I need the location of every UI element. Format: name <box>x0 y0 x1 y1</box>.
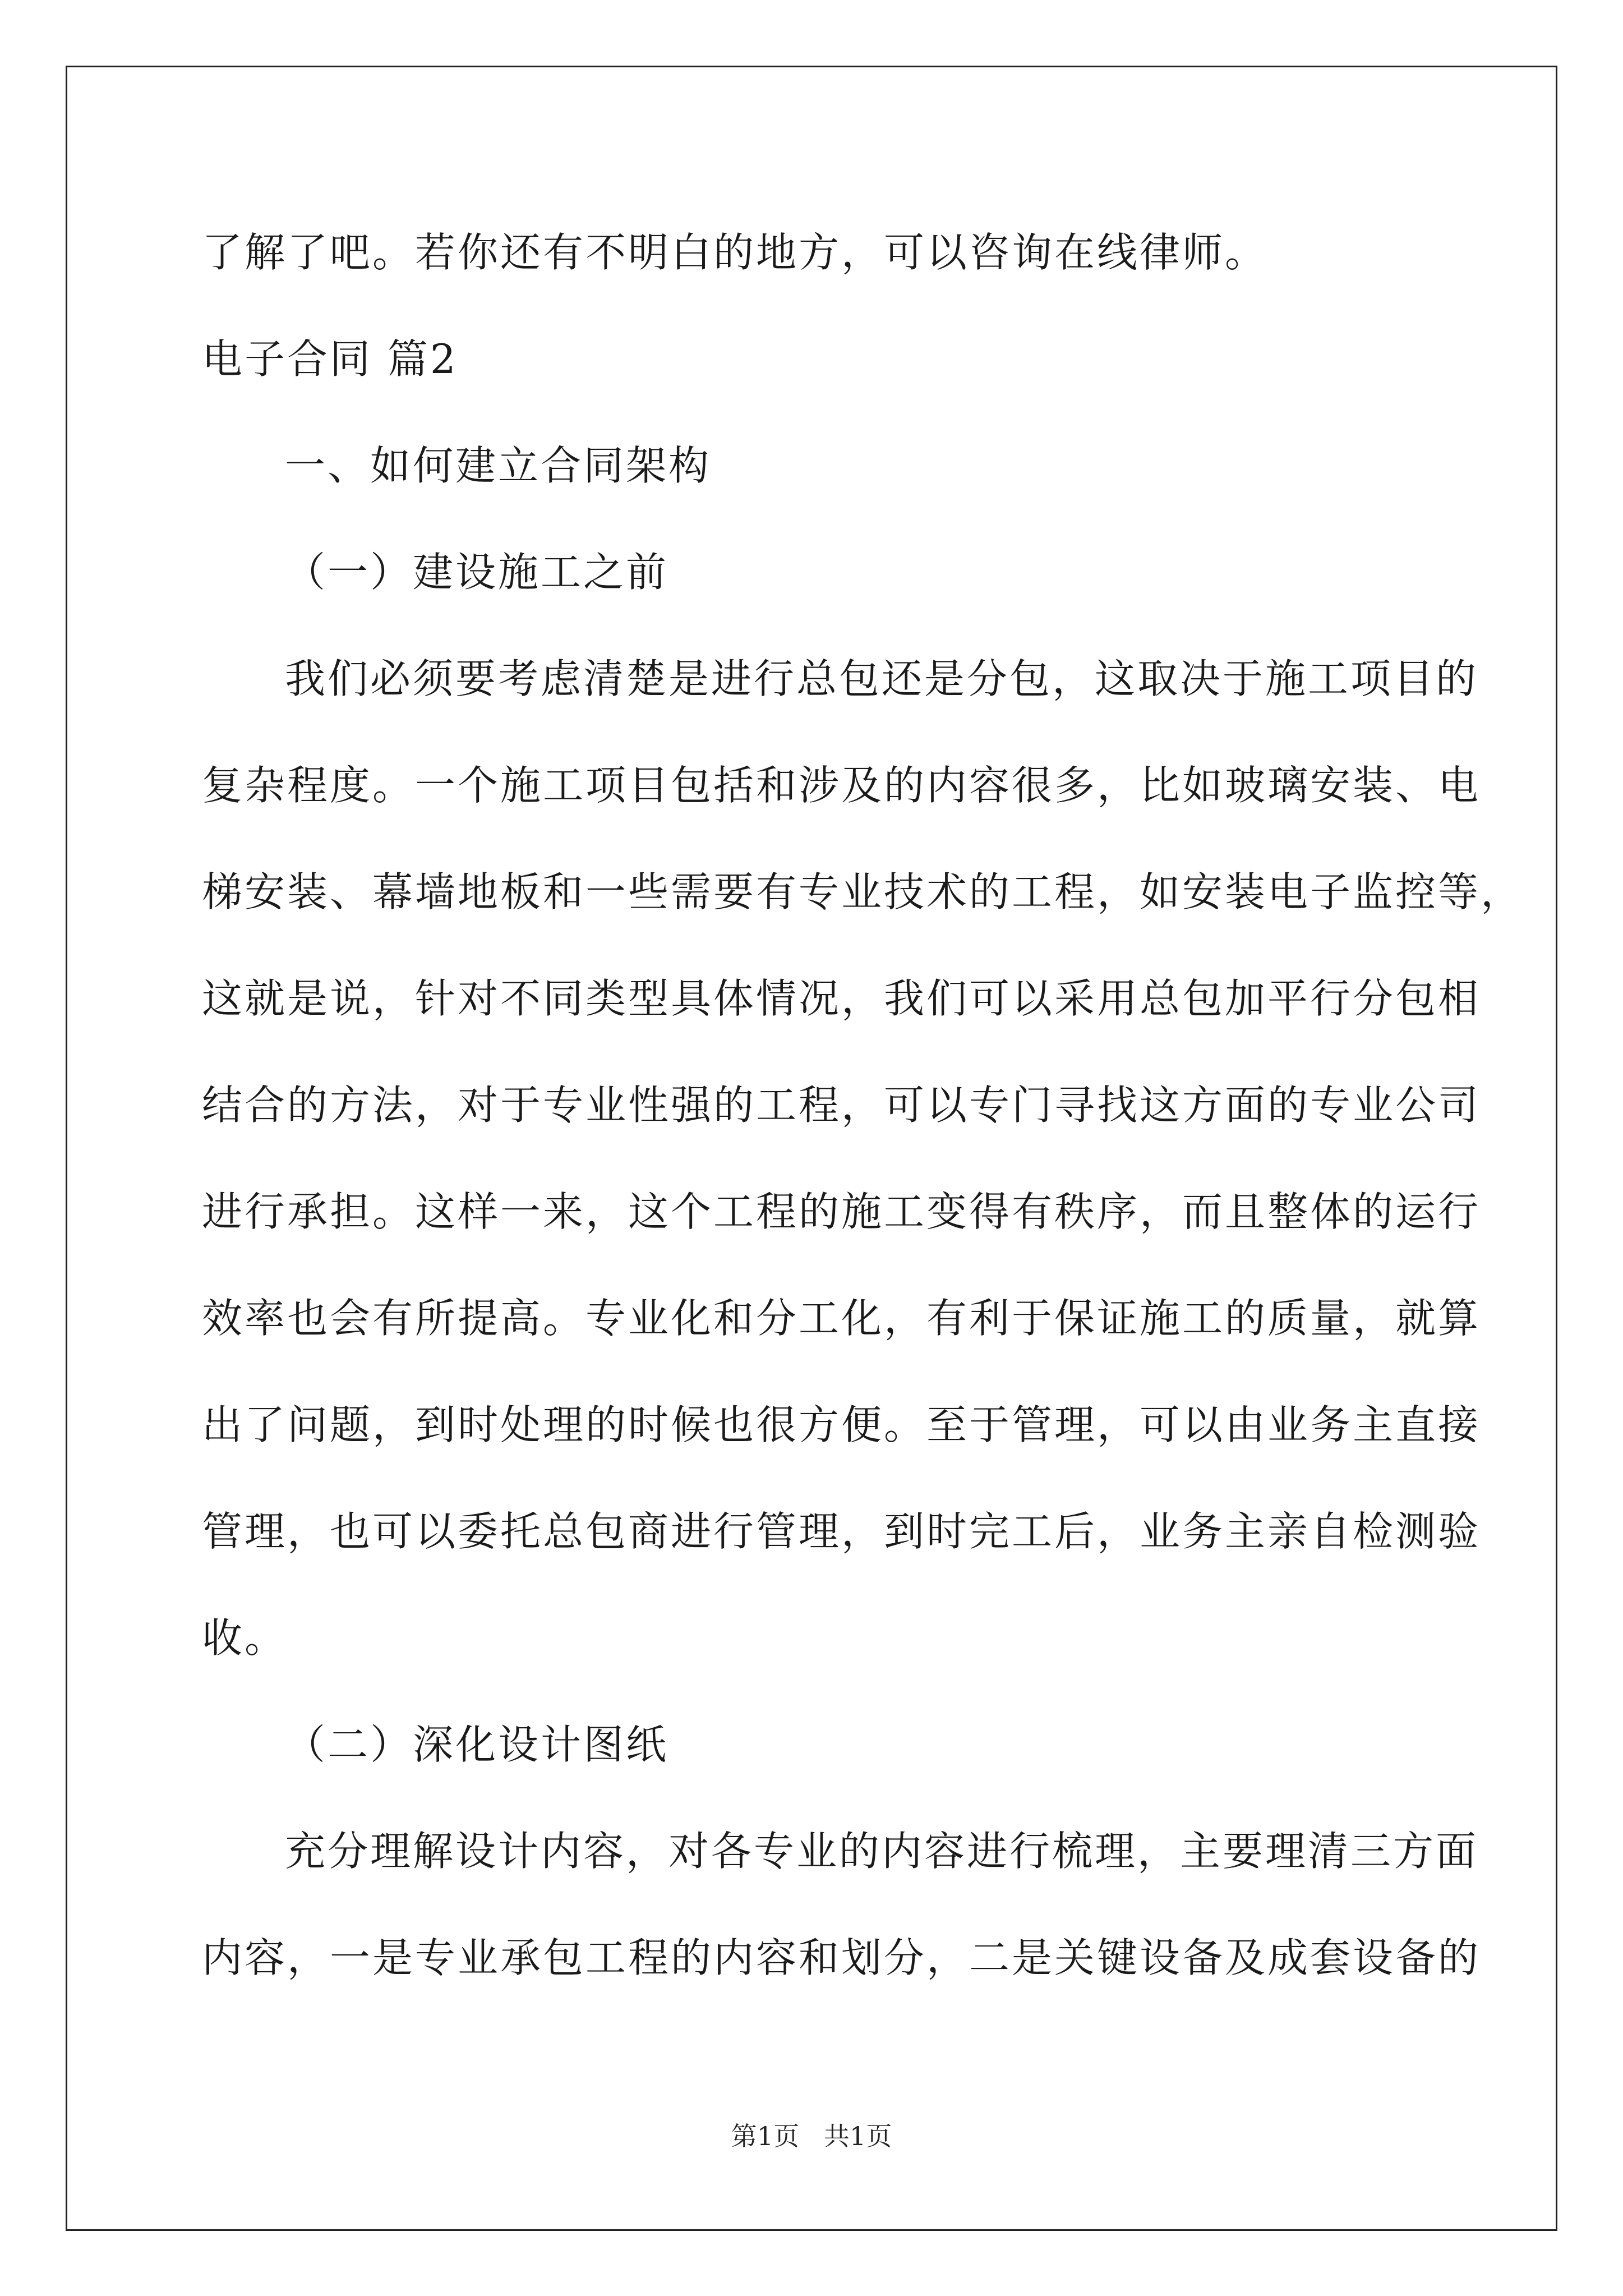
page-footer: 第1页 共1页 <box>731 2121 892 2151</box>
body-line: 效率也会有所提高。专业化和分工化，有利于保证施工的质量，就算 <box>202 1295 1481 1342</box>
section-title: 电子合同 篇2 <box>202 335 458 383</box>
body-line: 管理，也可以委托总包商进行管理，到时完工后，业务主亲自检测验 <box>202 1508 1481 1555</box>
subheading-2: （二）深化设计图纸 <box>285 1721 669 1768</box>
body-line: 这就是说，针对不同类型具体情况，我们可以采用总包加平行分包相 <box>202 975 1481 1022</box>
body-line: 内容，一是专业承包工程的内容和划分，二是关键设备及成套设备的 <box>202 1934 1481 1981</box>
body-line: 梯安装、幕墙地板和一些需要有专业技术的工程，如安装电子监控等， <box>202 868 1524 915</box>
body-line: 进行承担。这样一来，这个工程的施工变得有秩序，而且整体的运行 <box>202 1188 1481 1235</box>
heading-1: 一、如何建立合同架构 <box>285 442 712 489</box>
body-line: 我们必须要考虑清楚是进行总包还是分包，这取决于施工项目的 <box>285 655 1479 702</box>
body-line: 充分理解设计内容，对各专业的内容进行梳理，主要理清三方面 <box>285 1828 1479 1875</box>
subheading-1: （一）建设施工之前 <box>285 549 669 596</box>
body-line: 收。 <box>202 1614 288 1662</box>
body-line: 结合的方法，对于专业性强的工程，可以专门寻找这方面的专业公司 <box>202 1082 1481 1129</box>
body-line: 了解了吧。若你还有不明白的地方，可以咨询在线律师。 <box>202 229 1268 276</box>
body-line: 出了问题，到时处理的时候也很方便。至于管理，可以由业务主直接 <box>202 1401 1481 1448</box>
document-body <box>202 199 1524 2011</box>
body-line: 复杂程度。一个施工项目包括和涉及的内容很多，比如玻璃安装、电 <box>202 762 1481 809</box>
